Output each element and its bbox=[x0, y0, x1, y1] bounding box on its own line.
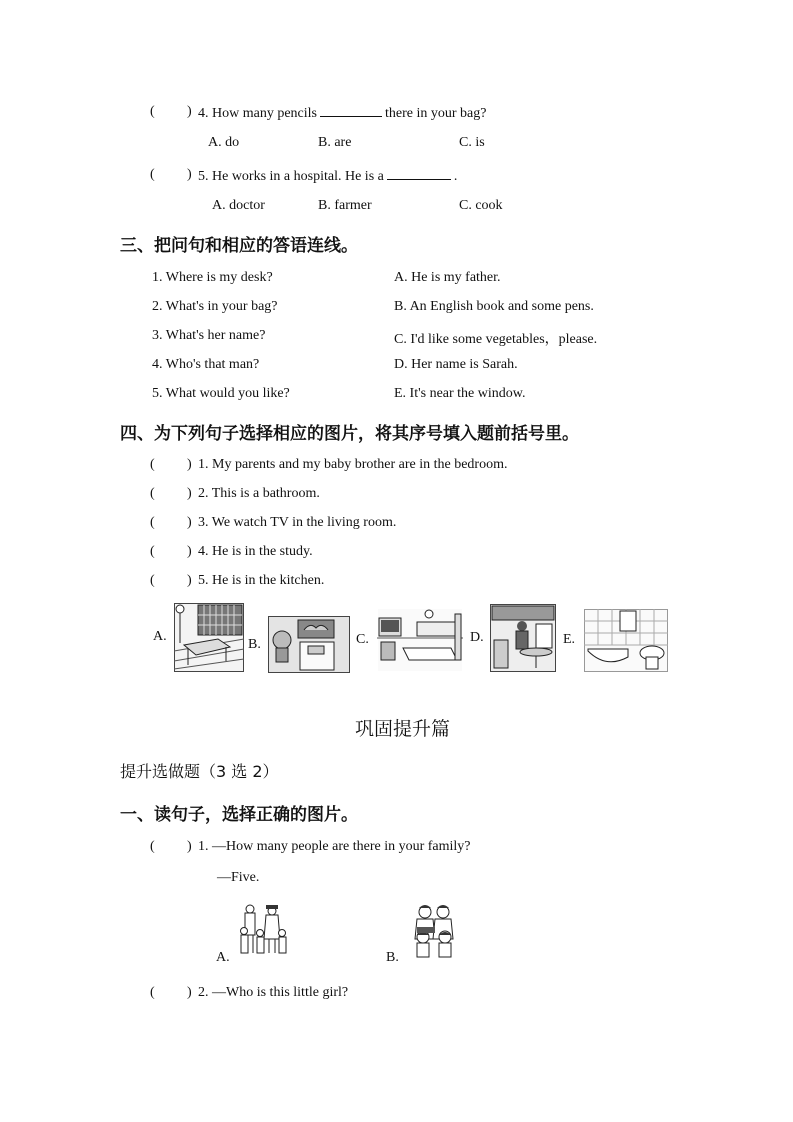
dialogue-line: 1. —How many people are there in your family? bbox=[198, 839, 471, 854]
item-sentence: 2. This is a bathroom. bbox=[198, 486, 320, 501]
item-sentence: 1. My parents and my baby brother are in the bedroom. bbox=[198, 457, 508, 472]
question-suffix: . bbox=[453, 169, 458, 184]
matching-answer[interactable]: B. An English book and some pens. bbox=[394, 299, 594, 314]
answer-paren-close: ) bbox=[187, 544, 192, 559]
family-picture-a[interactable] bbox=[239, 903, 287, 961]
answer-paren-close: ) bbox=[187, 985, 192, 1000]
family-picture-b[interactable] bbox=[409, 903, 459, 961]
answer-paren-open: ( bbox=[150, 544, 155, 559]
matching-question[interactable]: 3. What's her name? bbox=[152, 328, 266, 343]
matching-answer[interactable]: D. Her name is Sarah. bbox=[394, 357, 518, 372]
answer-paren-open: ( bbox=[150, 486, 155, 501]
bathroom-picture bbox=[584, 609, 668, 672]
matching-question[interactable]: 2. What's in your bag? bbox=[152, 299, 278, 314]
section-title: 巩固提升篇 bbox=[355, 718, 451, 740]
question-text bbox=[198, 167, 457, 185]
picture-label-a: A. bbox=[153, 629, 167, 644]
answer-paren-open: ( bbox=[150, 515, 155, 530]
option-a-label: A. bbox=[216, 950, 230, 965]
question-prefix: 5. He works in a hospital. He is a bbox=[198, 169, 384, 184]
answer-paren-close: ) bbox=[187, 573, 192, 588]
answer-blank[interactable] bbox=[320, 104, 382, 117]
optional-exercise-subheading: 提升选做题（3 选 2） bbox=[120, 762, 279, 781]
matching-answer[interactable]: C. I'd like some vegetables，please. bbox=[394, 332, 598, 347]
section-4-heading: 四、为下列句子选择相应的图片，将其序号填入题前括号里。 bbox=[120, 424, 579, 444]
answer-paren-open: ( bbox=[150, 457, 155, 472]
option-b: B. farmer bbox=[318, 198, 372, 213]
living-room-picture bbox=[377, 608, 463, 672]
item-sentence: 3. We watch TV in the living room. bbox=[198, 515, 397, 530]
section-1-heading: 一、读句子，选择正确的图片。 bbox=[120, 805, 358, 825]
option-c: C. cook bbox=[459, 198, 503, 213]
answer-paren-close: ) bbox=[187, 839, 192, 854]
option-a: A. doctor bbox=[212, 198, 265, 213]
matching-answer[interactable]: A. He is my father. bbox=[394, 270, 501, 285]
option-a: A. do bbox=[208, 135, 240, 150]
bedroom-picture bbox=[268, 616, 350, 673]
answer-paren-close: ) bbox=[187, 167, 192, 182]
item-sentence: 4. He is in the study. bbox=[198, 544, 313, 559]
answer-paren-open: ( bbox=[150, 167, 155, 182]
matching-answer[interactable]: E. It's near the window. bbox=[394, 386, 526, 401]
picture-label-c: C. bbox=[356, 632, 369, 647]
answer-paren-close: ) bbox=[187, 457, 192, 472]
matching-question[interactable]: 1. Where is my desk? bbox=[152, 270, 273, 285]
matching-question[interactable]: 4. Who's that man? bbox=[152, 357, 260, 372]
question-suffix: there in your bag? bbox=[384, 106, 487, 121]
answer-paren-close: ) bbox=[187, 486, 192, 501]
answer-paren-open: ( bbox=[150, 104, 155, 119]
answer-paren-open: ( bbox=[150, 573, 155, 588]
answer-paren-close: ) bbox=[187, 104, 192, 119]
answer-paren-open: ( bbox=[150, 985, 155, 1000]
option-b: B. are bbox=[318, 135, 352, 150]
answer-blank[interactable] bbox=[387, 167, 451, 180]
option-c: C. is bbox=[459, 135, 485, 150]
matching-question[interactable]: 5. What would you like? bbox=[152, 386, 290, 401]
item-sentence: 5. He is in the kitchen. bbox=[198, 573, 325, 588]
picture-label-d: D. bbox=[470, 630, 484, 645]
picture-label-b: B. bbox=[248, 637, 261, 652]
section-3-heading: 三、把问句和相应的答语连线。 bbox=[120, 236, 358, 256]
kitchen-picture bbox=[490, 604, 556, 672]
option-b-label: B. bbox=[386, 950, 399, 965]
answer-paren-open: ( bbox=[150, 839, 155, 854]
study-room-picture bbox=[174, 603, 244, 672]
dialogue-line: —Five. bbox=[217, 870, 260, 885]
picture-label-e: E. bbox=[563, 632, 576, 647]
dialogue-line: 2. —Who is this little girl? bbox=[198, 985, 349, 1000]
question-prefix: 4. How many pencils bbox=[198, 106, 317, 121]
answer-paren-close: ) bbox=[187, 515, 192, 530]
question-text bbox=[198, 104, 486, 122]
